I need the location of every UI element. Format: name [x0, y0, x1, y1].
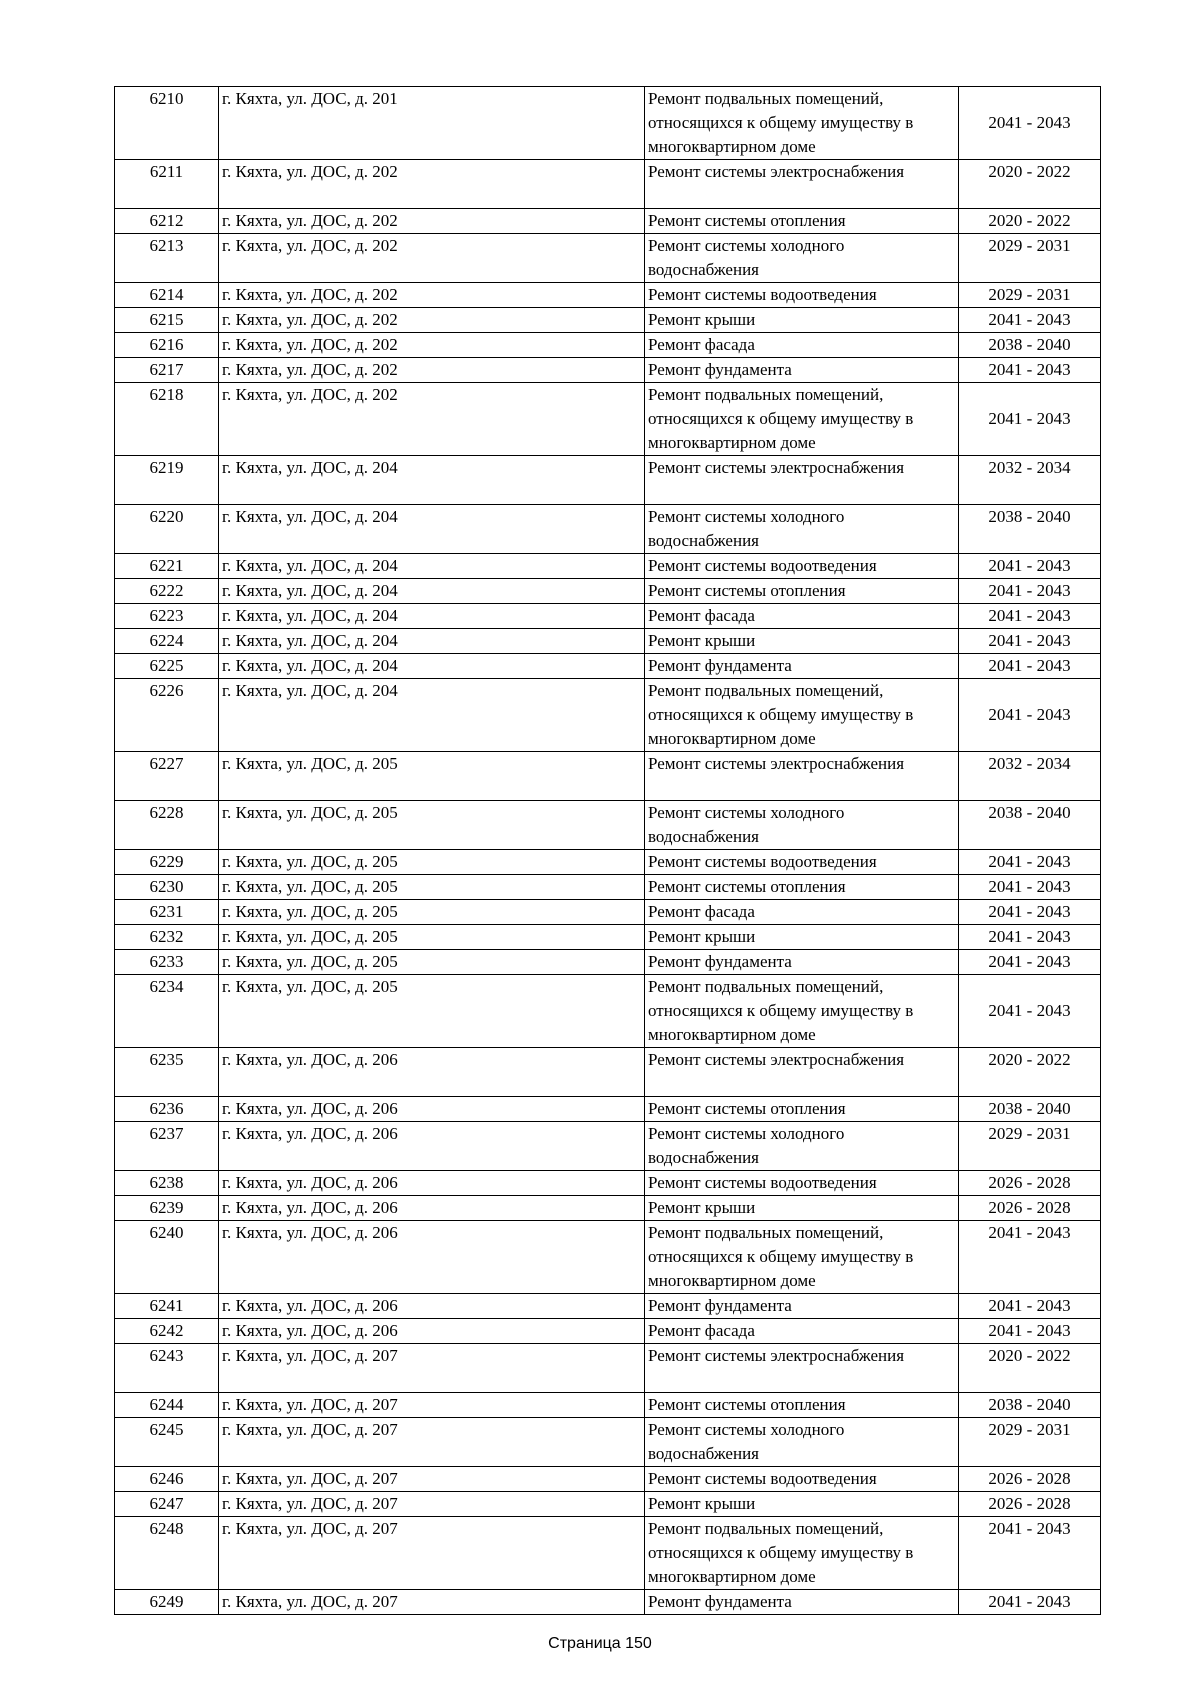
row-work-type: Ремонт системы отопления [645, 209, 959, 234]
row-period: 2029 - 2031 [959, 1418, 1101, 1467]
row-number: 6246 [115, 1467, 219, 1492]
row-period: 2041 - 2043 [959, 383, 1101, 456]
row-address: г. Кяхта, ул. ДОС, д. 205 [219, 850, 645, 875]
table-row [115, 554, 1101, 579]
row-work-type: Ремонт крыши [645, 1492, 959, 1517]
row-number: 6228 [115, 801, 219, 850]
row-address: г. Кяхта, ул. ДОС, д. 206 [219, 1221, 645, 1294]
table-row [115, 629, 1101, 654]
row-period: 2020 - 2022 [959, 1048, 1101, 1097]
row-period: 2029 - 2031 [959, 283, 1101, 308]
page-number: Страница 150 [548, 1635, 652, 1652]
row-number: 6221 [115, 554, 219, 579]
row-number: 6244 [115, 1393, 219, 1418]
table-row [115, 234, 1101, 283]
row-address: г. Кяхта, ул. ДОС, д. 206 [219, 1097, 645, 1122]
table-row [115, 752, 1101, 801]
row-period: 2041 - 2043 [959, 604, 1101, 629]
row-work-type: Ремонт фундамента [645, 654, 959, 679]
row-address: г. Кяхта, ул. ДОС, д. 205 [219, 925, 645, 950]
row-work-type: Ремонт крыши [645, 629, 959, 654]
table-row [115, 975, 1101, 1048]
row-work-type: Ремонт фасада [645, 604, 959, 629]
table-row [115, 308, 1101, 333]
table-row [115, 875, 1101, 900]
row-address: г. Кяхта, ул. ДОС, д. 207 [219, 1467, 645, 1492]
row-work-type: Ремонт фундамента [645, 358, 959, 383]
row-work-type: Ремонт системы холодного водоснабжения [645, 801, 959, 850]
row-work-type: Ремонт системы водоотведения [645, 283, 959, 308]
table-row [115, 850, 1101, 875]
row-address: г. Кяхта, ул. ДОС, д. 207 [219, 1393, 645, 1418]
row-address: г. Кяхта, ул. ДОС, д. 204 [219, 505, 645, 554]
row-address: г. Кяхта, ул. ДОС, д. 204 [219, 654, 645, 679]
table-row [115, 383, 1101, 456]
row-work-type: Ремонт фундамента [645, 1294, 959, 1319]
row-period: 2041 - 2043 [959, 308, 1101, 333]
row-number: 6223 [115, 604, 219, 629]
row-number: 6215 [115, 308, 219, 333]
row-period: 2038 - 2040 [959, 801, 1101, 850]
row-number: 6229 [115, 850, 219, 875]
row-work-type: Ремонт системы водоотведения [645, 1467, 959, 1492]
row-number: 6237 [115, 1122, 219, 1171]
row-number: 6218 [115, 383, 219, 456]
row-number: 6230 [115, 875, 219, 900]
table-row [115, 1590, 1101, 1615]
row-number: 6226 [115, 679, 219, 752]
table-row [115, 1467, 1101, 1492]
row-work-type: Ремонт системы холодного водоснабжения [645, 505, 959, 554]
row-number: 6236 [115, 1097, 219, 1122]
row-work-type: Ремонт подвальных помещений, относящихся к общему имуществу в многоквартирном доме [645, 87, 959, 160]
row-work-type: Ремонт системы холодного водоснабжения [645, 1418, 959, 1467]
row-work-type: Ремонт системы отопления [645, 1097, 959, 1122]
row-number: 6249 [115, 1590, 219, 1615]
table-row [115, 456, 1101, 505]
table-row [115, 1048, 1101, 1097]
row-period: 2026 - 2028 [959, 1171, 1101, 1196]
table-row [115, 1196, 1101, 1221]
row-number: 6211 [115, 160, 219, 209]
table-row [115, 679, 1101, 752]
row-period: 2041 - 2043 [959, 679, 1101, 752]
row-period: 2041 - 2043 [959, 925, 1101, 950]
row-work-type: Ремонт системы электроснабжения [645, 160, 959, 209]
table-row [115, 1221, 1101, 1294]
row-address: г. Кяхта, ул. ДОС, д. 206 [219, 1048, 645, 1097]
table-row [115, 654, 1101, 679]
row-period: 2029 - 2031 [959, 1122, 1101, 1171]
row-work-type: Ремонт фасада [645, 333, 959, 358]
row-period: 2020 - 2022 [959, 160, 1101, 209]
row-number: 6213 [115, 234, 219, 283]
row-number: 6243 [115, 1344, 219, 1393]
row-period: 2020 - 2022 [959, 209, 1101, 234]
table-body [115, 87, 1101, 1615]
row-number: 6227 [115, 752, 219, 801]
row-address: г. Кяхта, ул. ДОС, д. 202 [219, 383, 645, 456]
row-number: 6245 [115, 1418, 219, 1467]
row-work-type: Ремонт крыши [645, 1196, 959, 1221]
row-address: г. Кяхта, ул. ДОС, д. 205 [219, 801, 645, 850]
row-address: г. Кяхта, ул. ДОС, д. 206 [219, 1122, 645, 1171]
row-address: г. Кяхта, ул. ДОС, д. 202 [219, 308, 645, 333]
row-number: 6214 [115, 283, 219, 308]
row-work-type: Ремонт системы холодного водоснабжения [645, 234, 959, 283]
table-row [115, 1344, 1101, 1393]
table-row [115, 1122, 1101, 1171]
row-work-type: Ремонт системы отопления [645, 579, 959, 604]
repair-schedule-table [114, 86, 1101, 1615]
row-period: 2041 - 2043 [959, 1294, 1101, 1319]
row-number: 6225 [115, 654, 219, 679]
row-work-type: Ремонт подвальных помещений, относящихся к общему имуществу в многоквартирном доме [645, 383, 959, 456]
row-address: г. Кяхта, ул. ДОС, д. 205 [219, 752, 645, 801]
row-number: 6224 [115, 629, 219, 654]
table-row [115, 1393, 1101, 1418]
table-row [115, 283, 1101, 308]
row-address: г. Кяхта, ул. ДОС, д. 206 [219, 1196, 645, 1221]
row-work-type: Ремонт подвальных помещений, относящихся к общему имуществу в многоквартирном доме [645, 679, 959, 752]
row-period: 2029 - 2031 [959, 234, 1101, 283]
row-number: 6239 [115, 1196, 219, 1221]
table-row [115, 1492, 1101, 1517]
table-row [115, 900, 1101, 925]
row-work-type: Ремонт системы холодного водоснабжения [645, 1122, 959, 1171]
row-work-type: Ремонт фасада [645, 1319, 959, 1344]
table-row [115, 1517, 1101, 1590]
row-address: г. Кяхта, ул. ДОС, д. 207 [219, 1418, 645, 1467]
row-period: 2041 - 2043 [959, 1590, 1101, 1615]
row-period: 2038 - 2040 [959, 1097, 1101, 1122]
row-number: 6231 [115, 900, 219, 925]
row-number: 6240 [115, 1221, 219, 1294]
row-period: 2041 - 2043 [959, 1319, 1101, 1344]
row-number: 6217 [115, 358, 219, 383]
row-address: г. Кяхта, ул. ДОС, д. 204 [219, 679, 645, 752]
row-address: г. Кяхта, ул. ДОС, д. 204 [219, 579, 645, 604]
row-number: 6220 [115, 505, 219, 554]
row-number: 6234 [115, 975, 219, 1048]
row-number: 6247 [115, 1492, 219, 1517]
row-period: 2041 - 2043 [959, 629, 1101, 654]
row-address: г. Кяхта, ул. ДОС, д. 205 [219, 975, 645, 1048]
row-work-type: Ремонт системы водоотведения [645, 554, 959, 579]
table-row [115, 505, 1101, 554]
row-work-type: Ремонт системы водоотведения [645, 850, 959, 875]
row-number: 6212 [115, 209, 219, 234]
row-address: г. Кяхта, ул. ДОС, д. 201 [219, 87, 645, 160]
row-number: 6233 [115, 950, 219, 975]
row-number: 6248 [115, 1517, 219, 1590]
row-address: г. Кяхта, ул. ДОС, д. 205 [219, 900, 645, 925]
table-row [115, 801, 1101, 850]
row-work-type: Ремонт крыши [645, 925, 959, 950]
row-work-type: Ремонт фундамента [645, 950, 959, 975]
row-address: г. Кяхта, ул. ДОС, д. 206 [219, 1171, 645, 1196]
row-number: 6235 [115, 1048, 219, 1097]
row-work-type: Ремонт системы водоотведения [645, 1171, 959, 1196]
row-work-type: Ремонт подвальных помещений, относящихся к общему имуществу в многоквартирном доме [645, 1517, 959, 1590]
row-address: г. Кяхта, ул. ДОС, д. 204 [219, 554, 645, 579]
row-period: 2041 - 2043 [959, 1221, 1101, 1294]
table-row [115, 1418, 1101, 1467]
row-period: 2026 - 2028 [959, 1467, 1101, 1492]
row-period: 2041 - 2043 [959, 654, 1101, 679]
table-row [115, 1097, 1101, 1122]
row-address: г. Кяхта, ул. ДОС, д. 202 [219, 209, 645, 234]
row-period: 2041 - 2043 [959, 900, 1101, 925]
row-period: 2038 - 2040 [959, 1393, 1101, 1418]
row-address: г. Кяхта, ул. ДОС, д. 207 [219, 1590, 645, 1615]
row-work-type: Ремонт фундамента [645, 1590, 959, 1615]
row-address: г. Кяхта, ул. ДОС, д. 206 [219, 1319, 645, 1344]
row-period: 2041 - 2043 [959, 554, 1101, 579]
row-address: г. Кяхта, ул. ДОС, д. 202 [219, 333, 645, 358]
row-work-type: Ремонт подвальных помещений, относящихся к общему имуществу в многоквартирном доме [645, 975, 959, 1048]
row-number: 6219 [115, 456, 219, 505]
table-row [115, 87, 1101, 160]
row-period: 2041 - 2043 [959, 358, 1101, 383]
row-period: 2032 - 2034 [959, 752, 1101, 801]
row-address: г. Кяхта, ул. ДОС, д. 206 [219, 1294, 645, 1319]
row-number: 6238 [115, 1171, 219, 1196]
row-period: 2038 - 2040 [959, 505, 1101, 554]
row-address: г. Кяхта, ул. ДОС, д. 204 [219, 629, 645, 654]
row-work-type: Ремонт системы отопления [645, 1393, 959, 1418]
row-period: 2041 - 2043 [959, 87, 1101, 160]
row-work-type: Ремонт системы электроснабжения [645, 752, 959, 801]
row-address: г. Кяхта, ул. ДОС, д. 207 [219, 1344, 645, 1393]
row-number: 6222 [115, 579, 219, 604]
row-period: 2038 - 2040 [959, 333, 1101, 358]
row-period: 2041 - 2043 [959, 975, 1101, 1048]
row-address: г. Кяхта, ул. ДОС, д. 202 [219, 283, 645, 308]
row-work-type: Ремонт крыши [645, 308, 959, 333]
table-row [115, 333, 1101, 358]
row-number: 6241 [115, 1294, 219, 1319]
row-period: 2041 - 2043 [959, 875, 1101, 900]
row-address: г. Кяхта, ул. ДОС, д. 205 [219, 875, 645, 900]
table-row [115, 358, 1101, 383]
table-row [115, 925, 1101, 950]
row-address: г. Кяхта, ул. ДОС, д. 202 [219, 358, 645, 383]
row-period: 2026 - 2028 [959, 1492, 1101, 1517]
row-period: 2020 - 2022 [959, 1344, 1101, 1393]
row-number: 6210 [115, 87, 219, 160]
row-period: 2041 - 2043 [959, 950, 1101, 975]
row-work-type: Ремонт системы электроснабжения [645, 1048, 959, 1097]
table-row [115, 160, 1101, 209]
row-work-type: Ремонт фасада [645, 900, 959, 925]
row-address: г. Кяхта, ул. ДОС, д. 202 [219, 234, 645, 283]
row-address: г. Кяхта, ул. ДОС, д. 202 [219, 160, 645, 209]
row-period: 2041 - 2043 [959, 1517, 1101, 1590]
row-number: 6216 [115, 333, 219, 358]
row-work-type: Ремонт подвальных помещений, относящихся к общему имуществу в многоквартирном доме [645, 1221, 959, 1294]
row-number: 6232 [115, 925, 219, 950]
row-period: 2032 - 2034 [959, 456, 1101, 505]
row-period: 2041 - 2043 [959, 579, 1101, 604]
row-address: г. Кяхта, ул. ДОС, д. 207 [219, 1517, 645, 1590]
row-work-type: Ремонт системы электроснабжения [645, 1344, 959, 1393]
row-number: 6242 [115, 1319, 219, 1344]
row-work-type: Ремонт системы отопления [645, 875, 959, 900]
row-address: г. Кяхта, ул. ДОС, д. 207 [219, 1492, 645, 1517]
row-period: 2026 - 2028 [959, 1196, 1101, 1221]
row-address: г. Кяхта, ул. ДОС, д. 204 [219, 456, 645, 505]
table-row [115, 950, 1101, 975]
table-row [115, 604, 1101, 629]
table-row [115, 1171, 1101, 1196]
table-row [115, 1294, 1101, 1319]
row-address: г. Кяхта, ул. ДОС, д. 204 [219, 604, 645, 629]
row-work-type: Ремонт системы электроснабжения [645, 456, 959, 505]
row-period: 2041 - 2043 [959, 850, 1101, 875]
table-row [115, 209, 1101, 234]
table-row [115, 579, 1101, 604]
table-row [115, 1319, 1101, 1344]
row-address: г. Кяхта, ул. ДОС, д. 205 [219, 950, 645, 975]
